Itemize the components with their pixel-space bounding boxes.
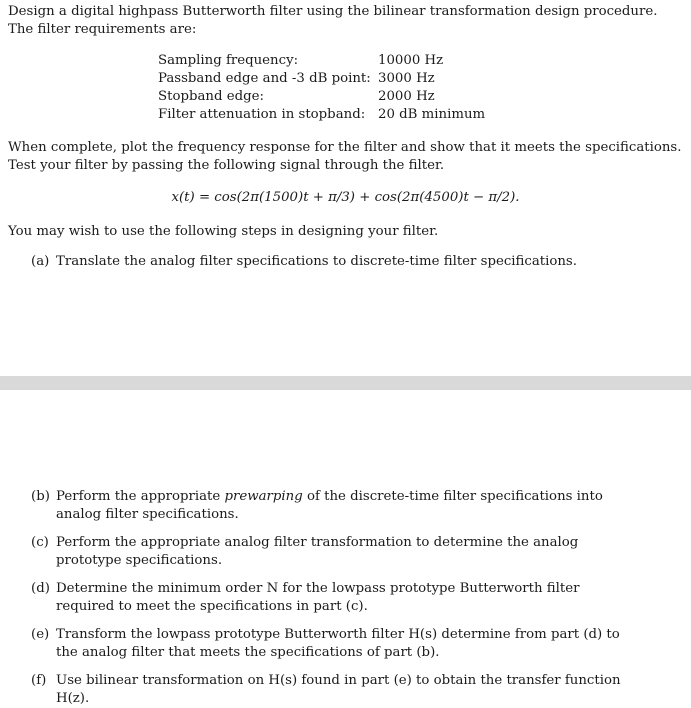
step-d-text: Determine the minimum order N for the lowpass prototype Butterworth filter required to meet the specifications in part (c). bbox=[56, 581, 580, 614]
step-e-label: (e) bbox=[31, 627, 50, 642]
step-c-label: (c) bbox=[31, 535, 49, 550]
spec-label-stopband: Stopband edge: bbox=[158, 89, 264, 104]
signal-equation: x(t) = cos(2π(1500)t + π/3) + cos(2π(4500)t − π/2). bbox=[171, 190, 520, 205]
step-f-text: Use bilinear transformation on H(s) found in part (e) to obtain the transfer function H(z). bbox=[56, 673, 621, 706]
instructions-line-1: When complete, plot the frequency response for the filter and show that it meets the specifications. bbox=[8, 140, 682, 155]
step-b-text bbox=[56, 488, 636, 524]
intro-line-2: The filter requirements are: bbox=[8, 22, 197, 37]
step-b-post: of the discrete-time filter specifications into analog filter specifications. bbox=[56, 489, 603, 522]
spec-value-sampling: 10000 Hz bbox=[378, 53, 444, 68]
spec-value-stopband: 2000 Hz bbox=[378, 89, 435, 104]
spec-value-passband: 3000 Hz bbox=[378, 71, 435, 86]
step-e-text: Transform the lowpass prototype Butterworth filter H(s) determine from part (d) to the analog filter that meets the specifications of part (b). bbox=[56, 627, 620, 660]
intro-line-1: Design a digital highpass Butterworth filter using the bilinear transformation design procedure. bbox=[8, 4, 658, 19]
spec-label-sampling: Sampling frequency: bbox=[158, 53, 299, 68]
step-c-text: Perform the appropriate analog filter transformation to determine the analog prototype specifications. bbox=[56, 535, 579, 568]
step-a-label: (a) bbox=[31, 254, 50, 269]
step-f-label: (f) bbox=[31, 673, 47, 688]
step-b-emphasis: prewarping bbox=[224, 489, 303, 504]
instructions-line-2: Test your filter by passing the following signal through the filter. bbox=[8, 158, 445, 173]
step-d-label: (d) bbox=[31, 581, 50, 596]
step-b-pre: Perform the appropriate bbox=[56, 489, 225, 504]
spec-value-attenuation: 20 dB minimum bbox=[378, 107, 486, 122]
steps-intro: You may wish to use the following steps in designing your filter. bbox=[8, 224, 439, 239]
step-b-label: (b) bbox=[31, 489, 50, 504]
page-separator bbox=[0, 376, 691, 390]
spec-label-attenuation: Filter attenuation in stopband: bbox=[158, 107, 366, 122]
spec-label-passband: Passband edge and -3 dB point: bbox=[158, 71, 371, 86]
page-bottom bbox=[0, 390, 691, 706]
step-a-text: Translate the analog filter specifications to discrete-time filter specifications. bbox=[56, 254, 577, 269]
